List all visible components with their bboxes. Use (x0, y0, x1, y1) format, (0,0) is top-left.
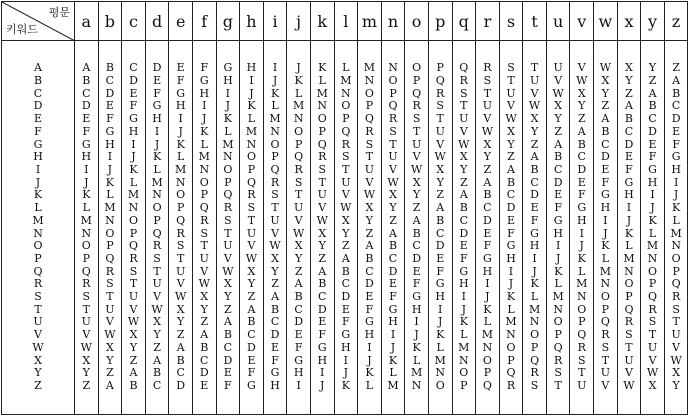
plaintext-header: o (405, 2, 429, 41)
keyword-column: A B C D E F G H I J K L M N O P Q R S T U V W X Y Z (2, 41, 75, 415)
plaintext-header: q (452, 2, 476, 41)
cipher-column: Q R S T U V W X Y Z A B C D E F G H I J K L M N O P (452, 41, 476, 415)
cipher-column: S T U V W X Y Z A B C D E F G H I J K L M N O P Q R (499, 41, 523, 415)
plaintext-header: i (263, 2, 287, 41)
cipher-column: L M N O P Q R S T U V W X Y Z A B C D E F G H I J K (334, 41, 358, 415)
plaintext-header: k (310, 2, 334, 41)
cipher-column: K L M N O P Q R S T U V W X Y Z A B C D E F G H I J (310, 41, 334, 415)
plaintext-header: e (169, 2, 193, 41)
cipher-column: M N O P Q R S T U V W X Y Z A B C D E F G H I J K L (358, 41, 382, 415)
plaintext-header: c (122, 2, 146, 41)
plaintext-header: w (594, 2, 618, 41)
plaintext-header: y (641, 2, 665, 41)
cipher-column: O P Q R S T U V W X Y Z A B C D E F G H I J K L M N (405, 41, 429, 415)
plaintext-header: h (240, 2, 264, 41)
cipher-column: V W X Y Z A B C D E F G H I J K L M N O P Q R S T U (570, 41, 594, 415)
plaintext-header: t (523, 2, 547, 41)
plaintext-header: r (476, 2, 500, 41)
cipher-column: N O P Q R S T U V W X Y Z A B C D E F G H I J K L M (381, 41, 405, 415)
plaintext-header: p (428, 2, 452, 41)
cipher-column: E F G H I J K L M N O P Q R S T U V W X Y Z A B C D (169, 41, 193, 415)
corner-cell (2, 2, 75, 41)
cipher-column: Z A B C D E F G H I J K L M N O P Q R S T U V W X Y (664, 41, 688, 415)
plaintext-header: d (145, 2, 169, 41)
cipher-column: D E F G H I J K L M N O P Q R S T U V W X Y Z A B C (145, 41, 169, 415)
cipher-column: P Q R S T U V W X Y Z A B C D E F G H I J K L M N O (428, 41, 452, 415)
plaintext-header: a (75, 2, 99, 41)
plaintext-header: x (617, 2, 641, 41)
cipher-column: I J K L M N O P Q R S T U V W X Y Z A B C D E F G H (263, 41, 287, 415)
cipher-column: B C D E F G H I J K L M N O P Q R S T U V W X Y Z A (98, 41, 122, 415)
plaintext-header: n (381, 2, 405, 41)
cipher-column: G H I J K L M N O P Q R S T U V W X Y Z A B C D E F (216, 41, 240, 415)
cipher-column: J K L M N O P Q R S T U V W X Y Z A B C D E F G H I (287, 41, 311, 415)
plaintext-header: g (216, 2, 240, 41)
plaintext-header: z (664, 2, 688, 41)
plaintext-header: b (98, 2, 122, 41)
header-row (2, 2, 688, 41)
cipher-body-row (2, 41, 688, 415)
vigenere-table (1, 1, 688, 415)
cipher-column: Y Z A B C D E F G H I J K L M N O P Q R S T U V W X (641, 41, 665, 415)
keyword-label: 키워드 (6, 23, 38, 36)
plaintext-header: v (570, 2, 594, 41)
cipher-column: W X Y Z A B C D E F G H I J K L M N O P Q R S T U V (594, 41, 618, 415)
plaintext-header: s (499, 2, 523, 41)
cipher-column: C D E F G H I J K L M N O P Q R S T U V W X Y Z A B (122, 41, 146, 415)
plaintext-label: 평문 (48, 6, 70, 19)
cipher-column: A B C D E F G H I J K L M N O P Q R S T U V W X Y Z (75, 41, 99, 415)
plaintext-header: m (358, 2, 382, 41)
plaintext-header: f (192, 2, 216, 41)
cipher-column: F G H I J K L M N O P Q R S T U V W X Y Z A B C D E (192, 41, 216, 415)
plaintext-header: u (546, 2, 570, 41)
cipher-column: X Y Z A B C D E F G H I J K L M N O P Q R S T U V W (617, 41, 641, 415)
plaintext-header: j (287, 2, 311, 41)
cipher-column: U V W X Y Z A B C D E F G H I J K L M N O P Q R S T (546, 41, 570, 415)
plaintext-header: l (334, 2, 358, 41)
cipher-column: R S T U V W X Y Z A B C D E F G H I J K L M N O P Q (476, 41, 500, 415)
cipher-column: H I J K L M N O P Q R S T U V W X Y Z A B C D E F G (240, 41, 264, 415)
cipher-column: T U V W X Y Z A B C D E F G H I J K L M N O P Q R S (523, 41, 547, 415)
